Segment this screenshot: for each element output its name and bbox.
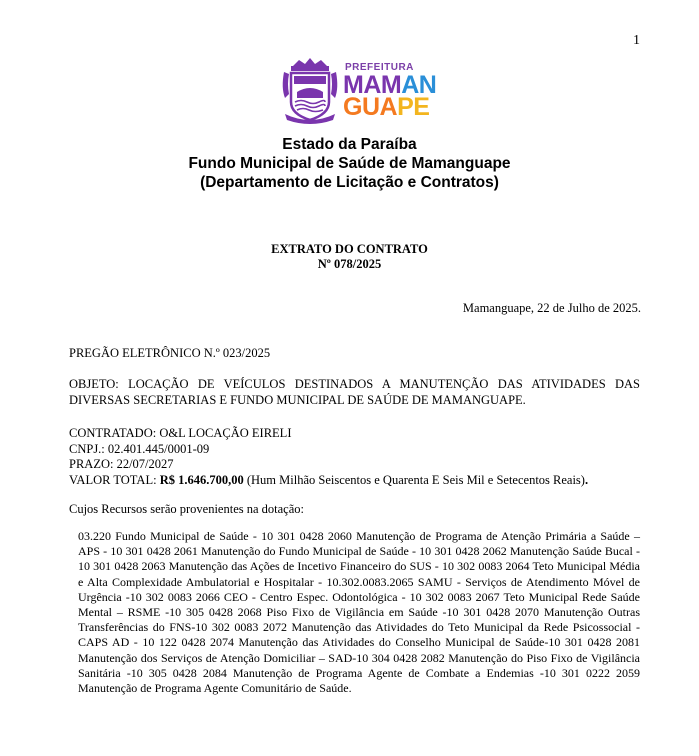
- contract-details: [69, 426, 640, 488]
- logo-line1-part2: AN: [401, 71, 437, 99]
- prazo-line: PRAZO: 22/07/2027: [69, 457, 174, 471]
- valor-label: VALOR TOTAL:: [69, 472, 160, 487]
- document-date: Mamanguape, 22 de Julho de 2025.: [462, 301, 641, 315]
- contratado-line: CONTRATADO: O&L LOCAÇÃO EIRELI: [69, 426, 292, 440]
- coat-of-arms-icon: [281, 58, 339, 124]
- recursos-intro: Cujos Recursos serão provenientes na dotação:: [69, 502, 305, 516]
- recursos-paragraph: 03.220 Fundo Municipal de Saúde - 10 301 0428 2060 Manutenção de Programa de Atenção Primária a Saúde – APS - 10 301 0428 2061 Manutenção do Fundo Municipal de Saúde - 10 301 0428 2062 Manutenção Saúde Bucal - 10 301 0428 2063 Manutenção das Ações de Incetivo Financeiro do SUS - 10 302 0083 2064 Teto Municipal Média e Alta Complexidade Ambulatorial e Hospitalar - 10.302.0083.2065 SAMU - Serviços de Atendimento Móvel de Urgência -10 302 0083 2066 CEO - Centro Espec. Odontológica - 10 302 0083 2067 Teto Municipal Rede Saúde Mental – RSME -10 305 0428 2068 Piso Fixo de Vigilância em Saúde -10 301 0428 2070 Manutenção Outras Transferências do FNS-10 302 0083 2072 Manutenção das Atividades do Teto Municipal da Rede Psicossocial - CAPS AD - 10 122 0428 2074 Manutenção das Atividades do Conselho Municipal de Saúde-10 301 0428 2081 Manutenção dos Serviços de Atenção Domiciliar – SAD-10 304 0428 2082 Manutenção do Piso Fixo de Vigilância Sanitária -10 305 0428 2084 Manutenção de Programa Agente de Combate a Endemias -10 301 0222 2059 Manutenção de Programa Agente Comunitário de Saúde.: [78, 529, 640, 696]
- document-header: [0, 135, 699, 192]
- objeto-paragraph: OBJETO: LOCAÇÃO DE VEÍCULOS DESTINADOS A MANUTENÇÃO DAS ATIVIDADES DAS DIVERSAS SECRETARIAS E FUNDO MUNICIPAL DE SAÚDE DE MAMANGUAPE.: [69, 377, 640, 407]
- header-fund: Fundo Municipal de Saúde de Mamanguape: [188, 155, 511, 172]
- logo-line2-part2: PE: [397, 93, 430, 121]
- header-state: Estado da Paraíba: [282, 136, 417, 153]
- document-title: [0, 242, 699, 272]
- valor-line: [69, 473, 640, 489]
- valor-amount: R$ 1.646.700,00: [159, 472, 244, 487]
- prefeitura-logo: [281, 58, 437, 124]
- logo-line2-part1: GUA: [343, 93, 398, 121]
- logo-line2: [343, 93, 436, 121]
- header-department: (Departamento de Licitação e Contratos): [200, 174, 499, 191]
- valor-extenso: (Hum Milhão Seiscentos e Quarenta E Seis Mil e Setecentos Reais): [243, 472, 585, 487]
- title-contract-number: Nº 078/2025: [317, 257, 382, 271]
- cnpj-line: CNPJ.: 02.401.445/0001-09: [69, 441, 210, 456]
- logo-wordmark: [343, 62, 437, 121]
- pregao-line: PREGÃO ELETRÔNICO N.º 023/2025: [69, 346, 271, 360]
- page-number: 1: [633, 33, 640, 48]
- logo-line1-part1: MAM: [343, 71, 402, 99]
- title-extrato: EXTRATO DO CONTRATO: [271, 242, 428, 256]
- valor-end: .: [584, 472, 589, 487]
- logo-prefeitura-text: PREFEITURA: [345, 62, 414, 73]
